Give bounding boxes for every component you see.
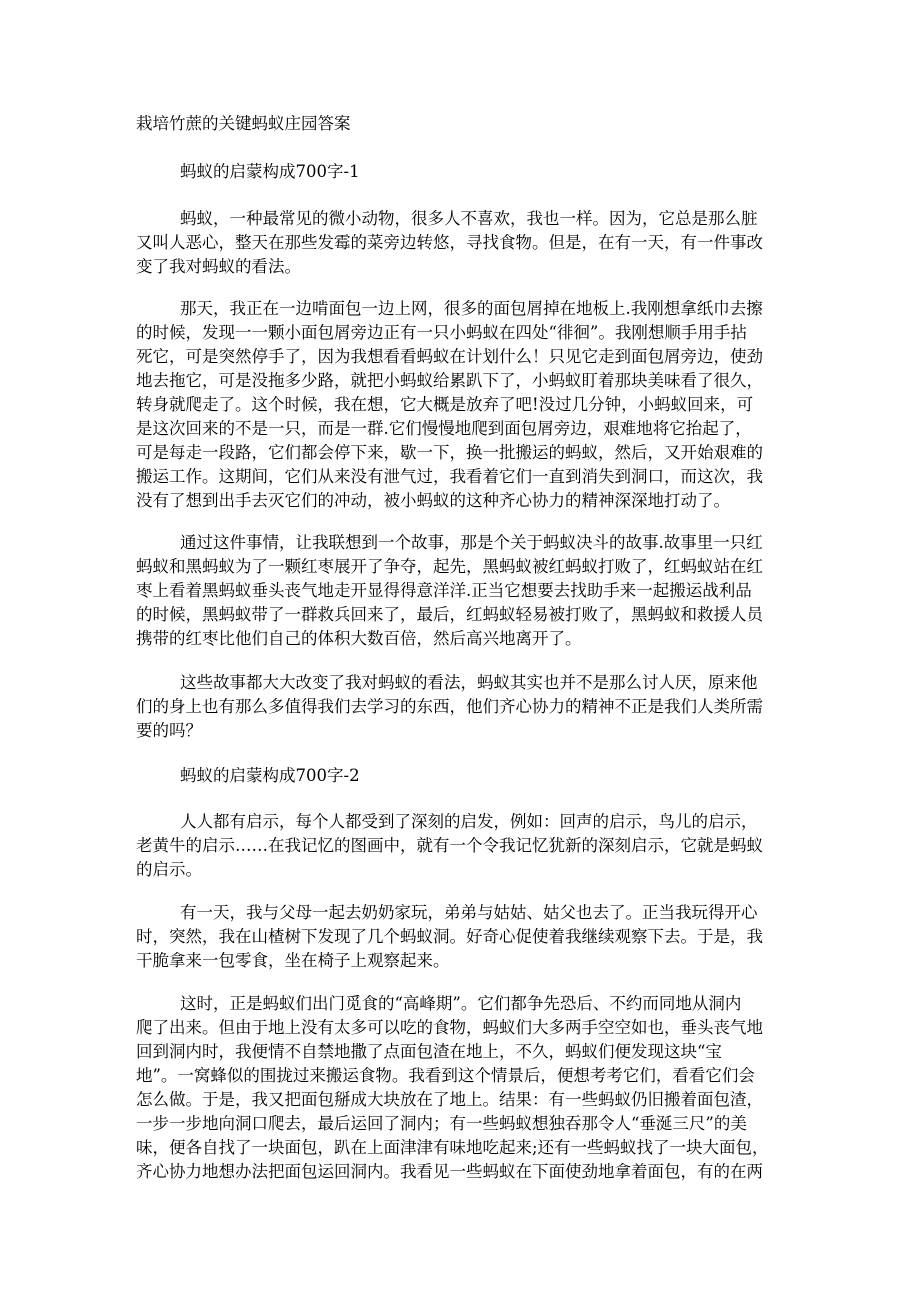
paragraph-line: 爬了出来。但由于地上没有太多可以吃的食物，蚂蚁们大多两手空空如也，垂头丧气地 (136, 1018, 763, 1037)
paragraph-line: 怎么做。于是，我又把面包掰成大块放在了地上。结果：有一些蚂蚁仍旧搬着面包渣， (136, 1090, 763, 1109)
paragraph-line: 地去拖它，可是没拖多少路，就把小蚂蚁给累趴下了，小蚂蚁盯着那块美味看了很久， (136, 371, 763, 390)
paragraph-line: 齐心协力地想办法把面包运回洞内。我看见一些蚂蚁在下面使劲地拿着面包，有的在两 (136, 1162, 763, 1181)
paragraph-line: 的启示。 (136, 860, 202, 879)
paragraph-line: 有一天，我与父母一起去奶奶家玩，弟弟与姑姑、姑父也去了。正当我玩得开心 (180, 903, 758, 922)
paragraph-line: 变了我对蚂蚁的看法。 (136, 257, 301, 276)
section-heading: 蚂蚁的启蒙构成700字-1 (180, 162, 360, 181)
paragraph-line: 可是每走一段路，它们都会停下来，歇一下，换一批搬运的蚂蚁，然后，又开始艰难的 (136, 443, 763, 462)
paragraph-line: 这时，正是蚂蚁们出门觅食的“高峰期”。它们都争先恐后、不约而同地从洞内 (180, 994, 742, 1013)
paragraph-line: 老黄牛的启示……在我记忆的图画中，就有一个令我记忆犹新的深刻启示，它就是蚂蚁 (136, 836, 763, 855)
paragraph-line: 枣上看着黑蚂蚁垂头丧气地走开显得得意洋洋.正当它想要去找助手来一起搬运战利品 (136, 581, 752, 600)
paragraph-line: 携带的红枣比他们自己的体积大数百倍，然后高兴地离开了。 (136, 629, 582, 648)
paragraph-line: 时，突然，我在山楂树下发现了几个蚂蚁洞。好奇心促使着我继续观察下去。于是，我 (136, 927, 763, 946)
paragraph-line: 这些故事都大大改变了我对蚂蚁的看法，蚂蚁其实也并不是那么讨人厌，原来他 (180, 673, 758, 692)
paragraph-line: 那天，我正在一边啃面包一边上网，很多的面包屑掉在地板上.我刚想拿纸巾去擦 (180, 299, 763, 318)
paragraph-line: 转身就爬走了。这个时候，我在想，它大概是放弃了吧!没过几分钟，小蚂蚁回来，可 (136, 395, 754, 414)
paragraph-line: 人人都有启示，每个人都受到了深刻的启发，例如：回声的启示，鸟儿的启示， (180, 812, 758, 831)
paragraph-line: 又叫人恶心，整天在那些发霉的菜旁边转悠，寻找食物。但是，在有一天，有一件事改 (136, 233, 763, 252)
paragraph-line: 回到洞内时，我便情不自禁地撒了点面包渣在地上，不久，蚂蚁们便发现这块“宝 (136, 1042, 722, 1061)
paragraph-line: 蚂蚁，一种最常见的微小动物，很多人不喜欢，我也一样。因为，它总是那么脏 (180, 209, 758, 228)
paragraph-line: 死它，可是突然停手了，因为我想看看蚂蚁在计划什么！只见它走到面包屑旁边，使劲 (136, 347, 763, 366)
paragraph-line: 没有了想到出手去灭它们的冲动，被小蚂蚁的这种齐心协力的精神深深地打动了。 (136, 491, 730, 510)
paragraph-line: 搬运工作。这期间，它们从来没有泄气过，我看着它们一直到消失到洞口，而这次，我 (136, 467, 763, 486)
paragraph-line: 蚂蚁和黑蚂蚁为了一颗红枣展开了争夺，起先，黑蚂蚁被红蚂蚁打败了，红蚂蚁站在红 (136, 557, 763, 576)
document-title: 栽培竹蔗的关键蚂蚁庄园答案 (136, 114, 351, 133)
paragraph-line: 要的吗？ (136, 721, 202, 740)
paragraph-line: 们的身上也有那么多值得我们去学习的东西，他们齐心协力的精神不正是我们人类所需 (136, 697, 763, 716)
paragraph-line: 一步一步地向洞口爬去，最后运回了洞内；有一些蚂蚁想独吞那令人“垂涎三尺”的美 (136, 1114, 747, 1133)
paragraph-line: 地”。一窝蜂似的围拢过来搬运食物。我看到这个情景后，便想考考它们，看看它们会 (136, 1066, 755, 1085)
paragraph-line: 干脆拿来一包零食，坐在椅子上观察起来。 (136, 951, 450, 970)
paragraph-line: 的时候，发现一一颗小面包屑旁边正有一只小蚂蚁在四处“徘徊”。我刚想顺手用手拈 (136, 323, 747, 342)
paragraph-line: 是这次回来的不是一只，而是一群.它们慢慢地爬到面包屑旁边，艰难地将它抬起了， (136, 419, 752, 438)
section-heading: 蚂蚁的启蒙构成700字-2 (180, 766, 360, 785)
paragraph-line: 的时候，黑蚂蚁带了一群救兵回来了，最后，红蚂蚁轻易被打败了，黑蚂蚁和救援人员 (136, 605, 763, 624)
paragraph-line: 通过这件事情，让我联想到一个故事，那是个关于蚂蚁决斗的故事.故事里一只红 (180, 533, 763, 552)
paragraph-line: 味，便各自找了一块面包，趴在上面津津有味地吃起来;还有一些蚂蚁找了一块大面包， (136, 1138, 769, 1157)
